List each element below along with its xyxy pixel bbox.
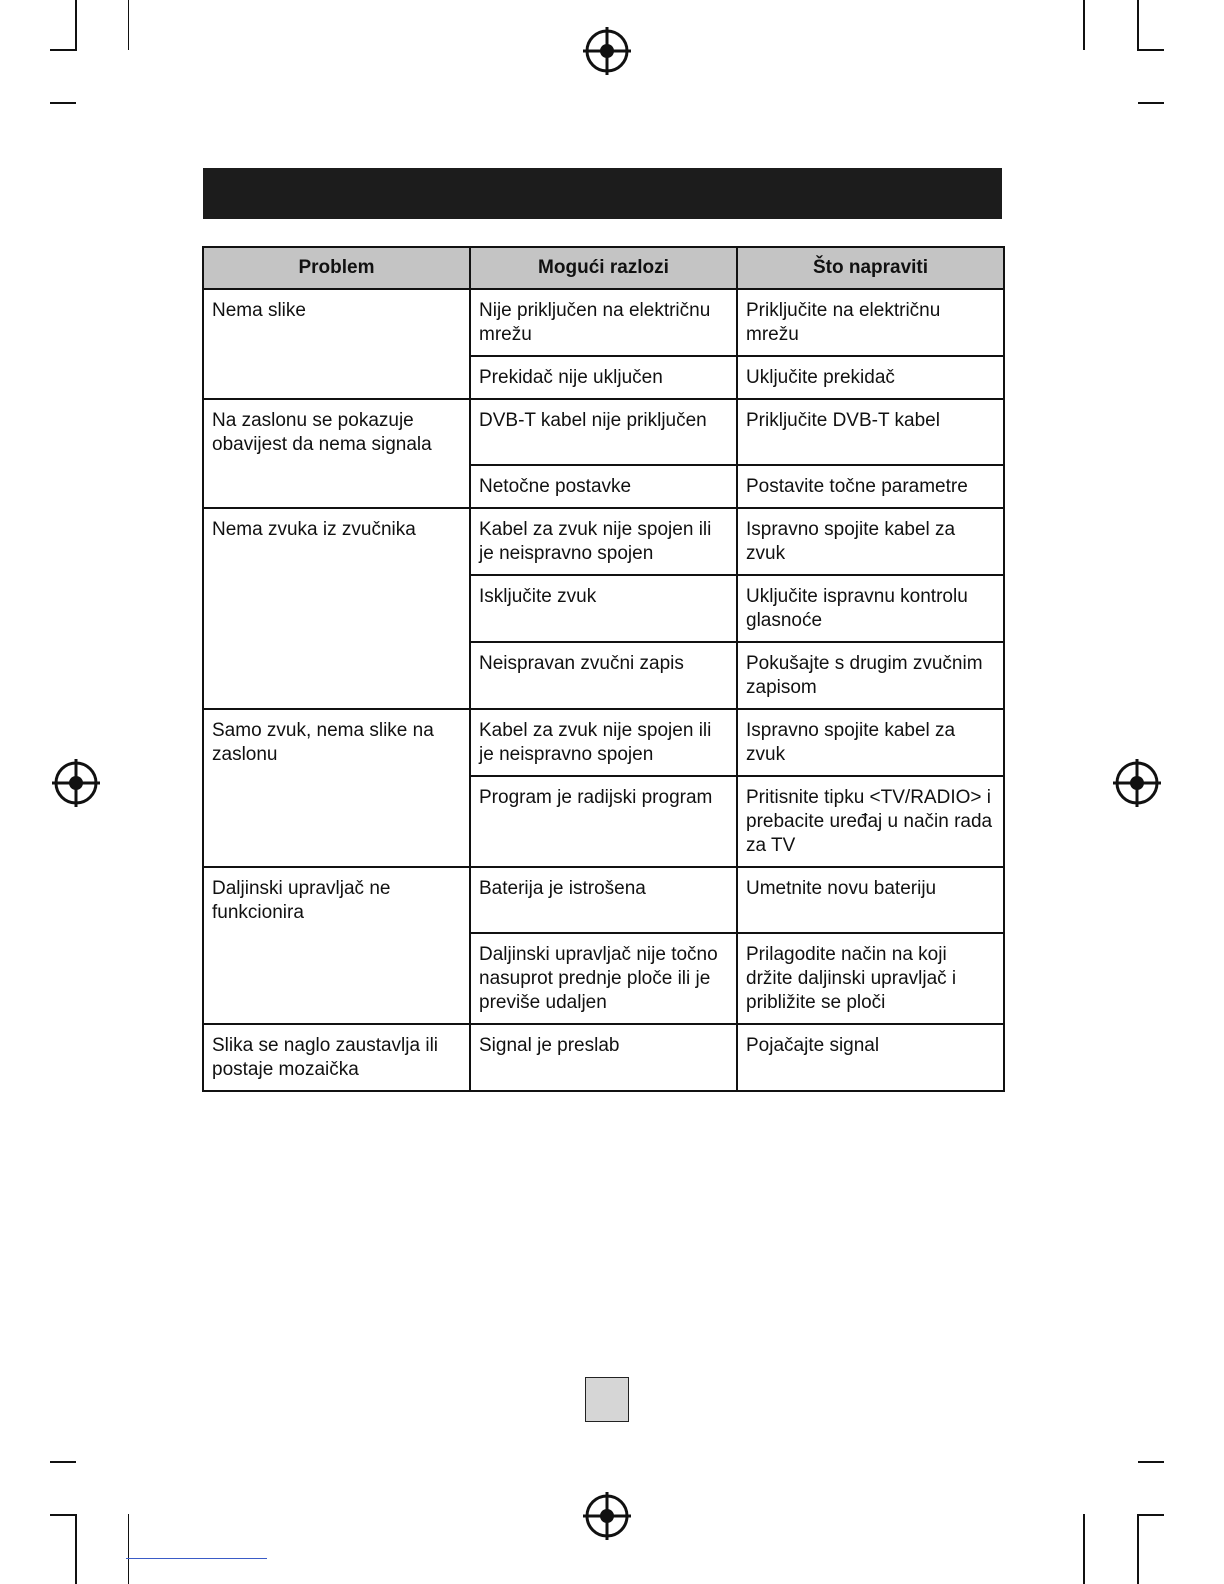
section-header-bar bbox=[203, 168, 1002, 219]
fix-cell: Prilagodite način na koji držite daljinski upravljač i približite se ploči bbox=[737, 933, 1004, 1024]
crop-mark bbox=[1138, 102, 1164, 104]
fix-cell: Uključite prekidač bbox=[737, 356, 1004, 399]
cause-cell: Neispravan zvučni zapis bbox=[470, 642, 737, 709]
fix-cell: Priključite DVB-T kabel bbox=[737, 399, 1004, 465]
cause-cell: Signal je preslab bbox=[470, 1024, 737, 1091]
table-header-row bbox=[203, 247, 1004, 289]
page-number-box bbox=[585, 1377, 629, 1422]
crop-mark bbox=[50, 49, 77, 51]
crop-mark bbox=[128, 1514, 129, 1584]
registration-mark-icon bbox=[52, 759, 100, 807]
crop-mark bbox=[75, 1514, 77, 1584]
column-header-problem: Problem bbox=[203, 247, 470, 289]
cause-cell: Kabel za zvuk nije spojen ili je neispravno spojen bbox=[470, 709, 737, 776]
problem-cell: Nema zvuka iz zvučnika bbox=[203, 508, 470, 709]
column-header-causes: Mogući razlozi bbox=[470, 247, 737, 289]
table-row bbox=[203, 1024, 1004, 1091]
crop-mark bbox=[1137, 0, 1139, 50]
crop-mark bbox=[128, 0, 129, 50]
fix-cell: Pritisnite tipku <TV/RADIO> i prebacite uređaj u način rada za TV bbox=[737, 776, 1004, 867]
cause-cell: Netočne postavke bbox=[470, 465, 737, 508]
table-row bbox=[203, 399, 1004, 465]
cause-cell: Baterija je istrošena bbox=[470, 867, 737, 933]
table-row bbox=[203, 709, 1004, 776]
crop-mark bbox=[1083, 1514, 1085, 1584]
registration-mark-icon bbox=[583, 27, 631, 75]
cause-cell: Kabel za zvuk nije spojen ili je neispravno spojen bbox=[470, 508, 737, 575]
cause-cell: Isključite zvuk bbox=[470, 575, 737, 642]
fix-cell: Priključite na električnu mrežu bbox=[737, 289, 1004, 356]
cause-cell: Prekidač nije uključen bbox=[470, 356, 737, 399]
cause-cell: Nije priključen na električnu mrežu bbox=[470, 289, 737, 356]
fix-cell: Umetnite novu bateriju bbox=[737, 867, 1004, 933]
crop-mark bbox=[50, 1461, 76, 1463]
table-row bbox=[203, 289, 1004, 356]
table-row bbox=[203, 867, 1004, 933]
crop-mark bbox=[1137, 49, 1164, 51]
crop-mark bbox=[126, 1558, 267, 1559]
fix-cell: Uključite ispravnu kontrolu glasnoće bbox=[737, 575, 1004, 642]
problem-cell: Na zaslonu se pokazuje obavijest da nema signala bbox=[203, 399, 470, 508]
problem-cell: Samo zvuk, nema slike na zaslonu bbox=[203, 709, 470, 867]
crop-mark bbox=[1138, 1461, 1164, 1463]
crop-mark bbox=[1137, 1514, 1164, 1516]
fix-cell: Pokušajte s drugim zvučnim zapisom bbox=[737, 642, 1004, 709]
column-header-solutions: Što napraviti bbox=[737, 247, 1004, 289]
registration-mark-icon bbox=[1113, 759, 1161, 807]
fix-cell: Ispravno spojite kabel za zvuk bbox=[737, 709, 1004, 776]
table-row bbox=[203, 508, 1004, 575]
crop-mark bbox=[50, 102, 76, 104]
crop-mark bbox=[75, 0, 77, 50]
fix-cell: Ispravno spojite kabel za zvuk bbox=[737, 508, 1004, 575]
cause-cell: Daljinski upravljač nije točno nasuprot prednje ploče ili je previše udaljen bbox=[470, 933, 737, 1024]
crop-mark bbox=[1137, 1514, 1139, 1584]
problem-cell: Nema slike bbox=[203, 289, 470, 399]
fix-cell: Pojačajte signal bbox=[737, 1024, 1004, 1091]
fix-cell: Postavite točne parametre bbox=[737, 465, 1004, 508]
cause-cell: Program je radijski program bbox=[470, 776, 737, 867]
registration-mark-icon bbox=[583, 1492, 631, 1540]
problem-cell: Slika se naglo zaustavlja ili postaje mozaička bbox=[203, 1024, 470, 1091]
crop-mark bbox=[50, 1514, 77, 1516]
crop-mark bbox=[1083, 0, 1085, 50]
problem-cell: Daljinski upravljač ne funkcionira bbox=[203, 867, 470, 1024]
cause-cell: DVB-T kabel nije priključen bbox=[470, 399, 737, 465]
troubleshooting-table bbox=[202, 246, 1005, 1092]
